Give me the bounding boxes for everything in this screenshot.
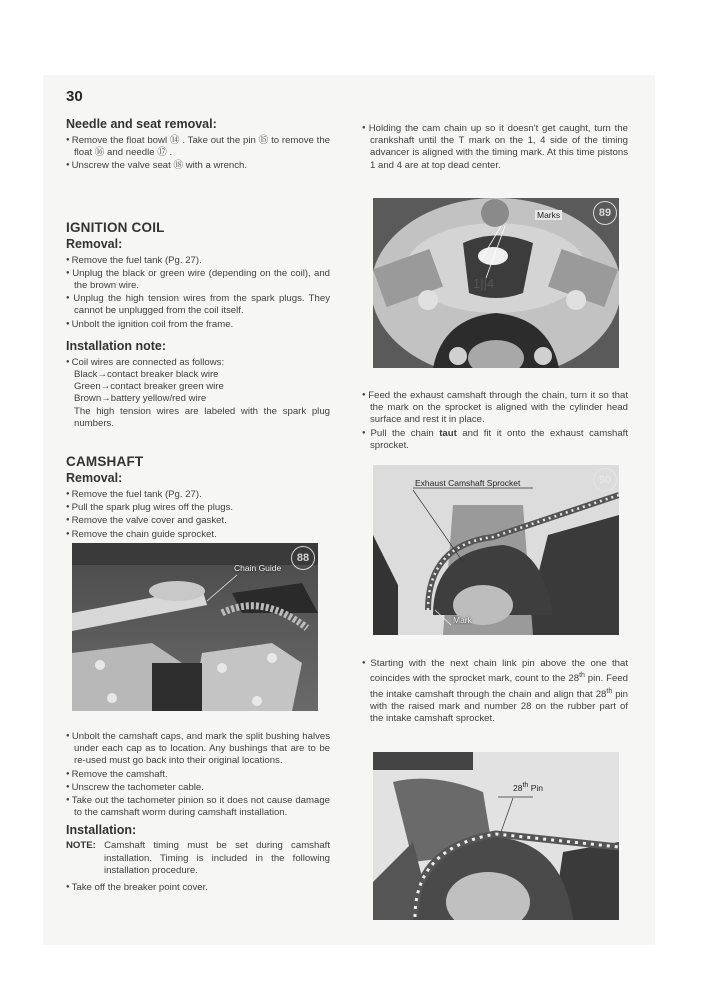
list-item: ● Unscrew the valve seat ⑱ with a wrench. xyxy=(66,159,330,172)
list-item: ● Remove the chain guide sprocket. xyxy=(66,528,330,541)
needle-seat-heading: Needle and seat removal: xyxy=(66,117,217,131)
wire-mapping: Black→contact breaker black wire xyxy=(74,369,219,381)
mark-label: Mark xyxy=(453,615,472,625)
photo-intake-sprocket xyxy=(373,752,619,920)
left-column xyxy=(66,116,330,541)
figure-number-badge: 88 xyxy=(291,546,315,570)
page-number: 30 xyxy=(66,88,83,105)
wire-note: The high tension wires are labeled with the spark plug numbers. xyxy=(74,405,330,429)
exhaust-sprocket-label: Exhaust Camshaft Sprocket xyxy=(415,478,521,488)
list-item xyxy=(362,427,628,452)
list-item: ● Unbolt the camshaft caps, and mark the split bushing halves under each cap as to location. Any bushings that are to be re-used must go back into their original locations. xyxy=(66,730,330,768)
ordinal-suffix: th xyxy=(522,782,529,789)
list-item: ● Unplug the black or green wire (depending on the coil), and the brown wire. xyxy=(66,267,330,292)
photo-timing-marks xyxy=(373,198,619,368)
right-column-mid xyxy=(362,389,628,452)
photo-chain-guide xyxy=(72,543,318,711)
installation-note-heading: Installation note: xyxy=(66,338,166,353)
emphasis-taut: taut xyxy=(439,427,457,439)
ignition-coil-title: IGNITION COIL xyxy=(66,219,165,235)
ordinal-suffix: th xyxy=(579,672,585,680)
list-item: ● Unscrew the tachometer cable. xyxy=(66,781,330,794)
wire-mapping: Brown→battery yellow/red wire xyxy=(74,393,207,405)
engraving-text: 1||4 xyxy=(473,276,495,291)
installation-heading: Installation: xyxy=(66,823,137,838)
list-item: ● Unbolt the ignition coil from the frame. xyxy=(66,318,330,331)
figure-number-badge: 89 xyxy=(593,201,617,225)
photo-exhaust-sprocket xyxy=(373,465,619,635)
text-run: Pull the chain xyxy=(370,427,440,439)
list-item: ● Remove the float bowl ⑭ . Take out the pin ⑮ to remove the float ⑯ and needle ⑰ . xyxy=(66,134,330,159)
camshaft-title: CAMSHAFT xyxy=(66,454,144,470)
28th-pin-label xyxy=(513,782,543,793)
list-item: ● Remove the camshaft. xyxy=(66,768,330,781)
camshaft-removal-heading: Removal: xyxy=(66,471,123,486)
wire-mapping: Green→contact breaker green wire xyxy=(74,381,224,393)
marks-label: Marks xyxy=(537,210,561,220)
list-item: ● Pull the spark plug wires off the plugs. xyxy=(66,501,330,514)
text-run: Pin xyxy=(530,782,543,793)
text-run: 28 xyxy=(568,673,580,685)
note-text: Camshaft timing must be set during camshaft installation. Timing is included in the following installation procedure. xyxy=(104,840,330,876)
list-item: ● Feed the exhaust camshaft through the chain, turn it so that the mark on the sprocket is aligned with the cylinder head surface and rest it in place. xyxy=(362,389,628,427)
list-item: ● Take off the breaker point cover. xyxy=(66,881,330,894)
text-run: 28 xyxy=(595,688,607,700)
list-item: ● Holding the cam chain up so it doesn't get caught, turn the crankshaft until the T mark on the 1, 4 side of the timing advancer is aligned with the timing mark. At this time pistons 1 and 4 are at top dead center. xyxy=(362,122,628,172)
intake-sprocket-illustration xyxy=(373,752,619,920)
text-run: pin. Feed the intake camshaft through the chain and align that xyxy=(370,673,628,700)
exhaust-sprocket-illustration xyxy=(373,465,619,635)
list-item: ● Take out the tachometer pinion so it does not cause damage to the camshaft worm during camshaft installation. xyxy=(66,794,330,819)
text-run: and fit it onto the exhaust camshaft sprocket. xyxy=(370,427,628,451)
list-item: ● Remove the fuel tank (Pg. 27). xyxy=(66,254,330,267)
note-paragraph xyxy=(66,840,330,877)
ignition-removal-heading: Removal: xyxy=(66,236,123,251)
list-item: ● Remove the fuel tank (Pg. 27). xyxy=(66,488,330,501)
figure-number-badge: 90 xyxy=(593,468,617,492)
right-column-top xyxy=(362,122,628,172)
list-item: ● Coil wires are connected as follows: xyxy=(66,356,330,369)
right-column-lower xyxy=(362,657,628,725)
list-item: ● Unplug the high tension wires from the spark plugs. They cannot be unplugged from the coil itself. xyxy=(66,292,330,317)
timing-advancer-illustration xyxy=(373,198,619,368)
note-label: NOTE: xyxy=(66,840,96,852)
left-column-lower xyxy=(66,730,330,894)
text-run: 28 xyxy=(513,782,523,793)
text-run: pin with the raised mark and number 28 on the rubber part of the intake camshaft sprocket. xyxy=(370,688,628,725)
chain-guide-label: Chain Guide xyxy=(234,563,282,573)
ordinal-suffix: th xyxy=(606,687,613,695)
list-item xyxy=(362,657,628,725)
text-run: Starting with the next chain link pin above the one that coincides with the sprocket mark, count to the xyxy=(370,658,628,685)
list-item: ● Remove the valve cover and gasket. xyxy=(66,514,330,527)
